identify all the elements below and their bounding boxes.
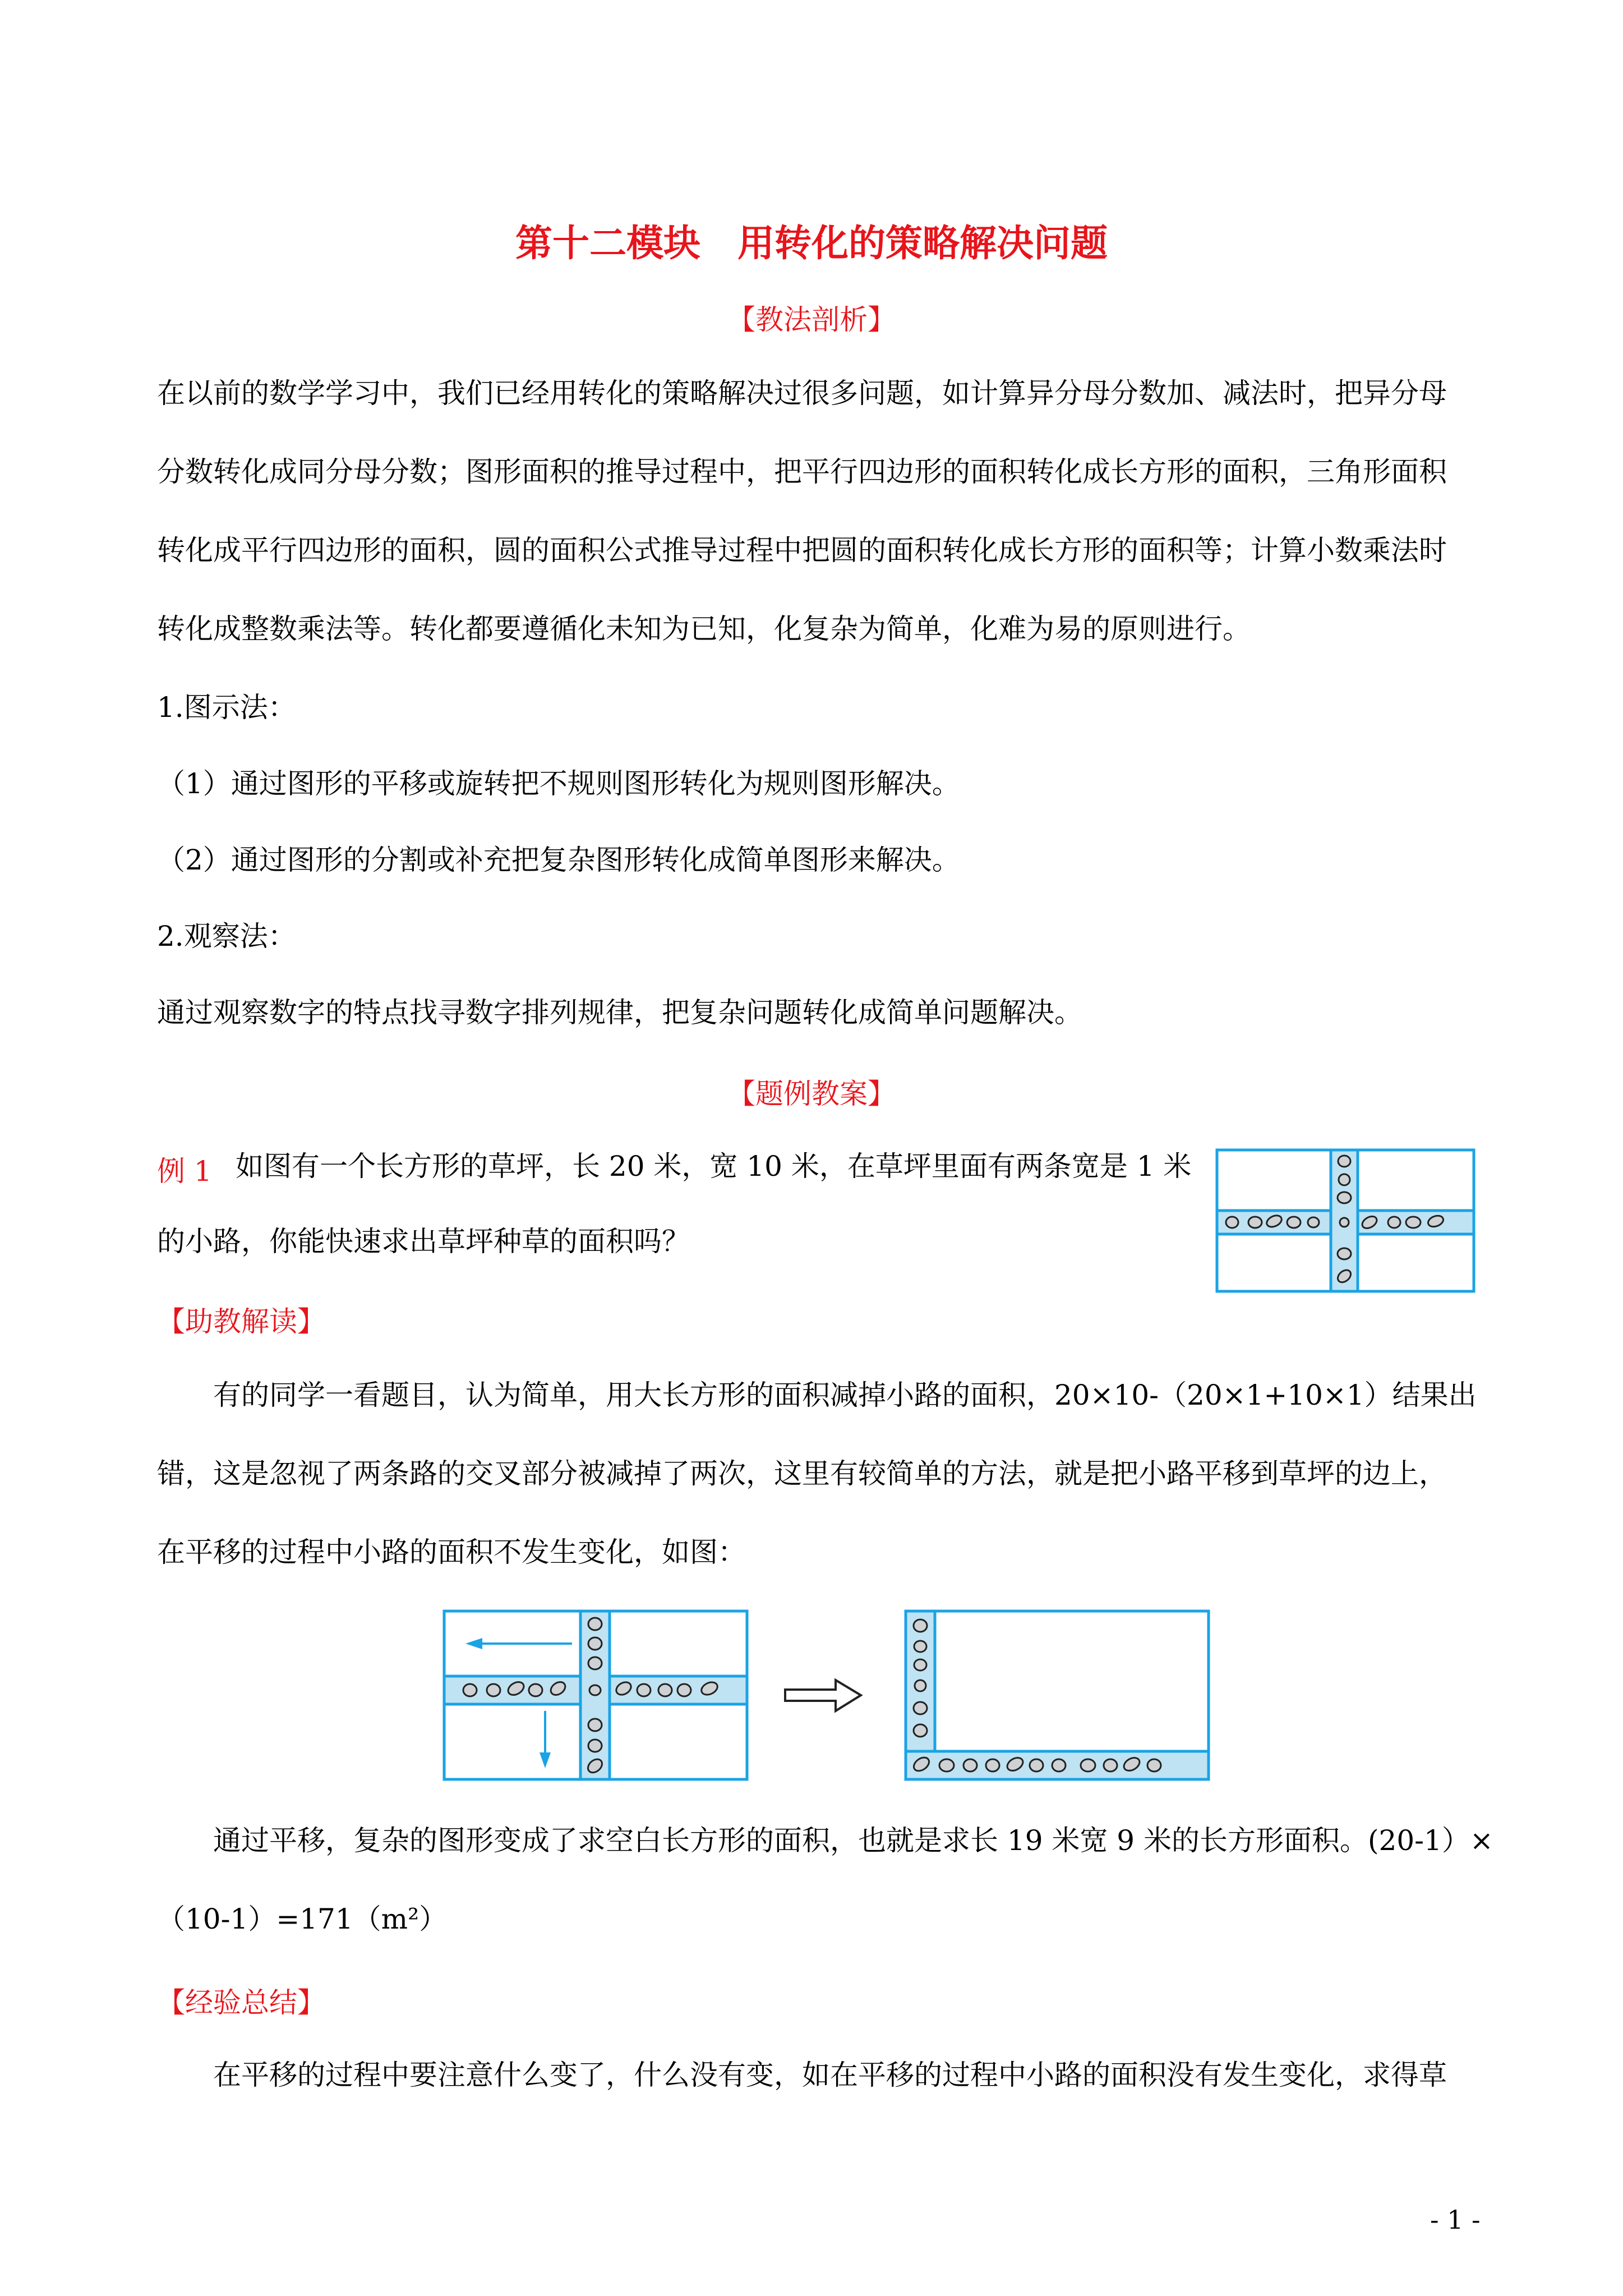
page-title: 第十二模块 用转化的策略解决问题 <box>515 222 1108 265</box>
intro-line-4: 转化成整数乘法等。转化都要遵循化未知为已知，化复杂为简单，化难为易的原则进行。 <box>157 613 1251 645</box>
translation-figure <box>437 1604 1234 1795</box>
method-2-item: 通过观察数字的特点找寻数字排列规律，把复杂问题转化成简单问题解决。 <box>157 996 1082 1029</box>
method-1-heading: 1.图示法： <box>157 691 296 724</box>
summary-line-1: 在平移的过程中要注意什么变了，什么没有变，如在平移的过程中小路的面积没有发生变化，求得草 <box>213 2059 1447 2091</box>
example-1-line-2: 的小路，你能快速求出草坪种草的面积吗？ <box>157 1225 690 1258</box>
page-number: - 1 - <box>1430 2205 1481 2235</box>
helper-p1-line-2: 错，这是忽视了两条路的交叉部分被减掉了两次，这里有较简单的方法，就是把小路平移到草坪的边上， <box>157 1457 1447 1490</box>
section-heading-example: 【题例教案】 <box>727 1078 896 1110</box>
helper-label: 【助教解读】 <box>157 1305 325 1338</box>
summary-label: 【经验总结】 <box>157 1986 325 2019</box>
method-2-heading: 2.观察法： <box>157 920 296 953</box>
helper-p1-line-3: 在平移的过程中小路的面积不发生变化，如图： <box>157 1536 746 1568</box>
intro-line-1: 在以前的数学学习中，我们已经用转化的策略解决过很多问题，如计算异分母分数加、减法时，把异分母 <box>157 377 1447 409</box>
lawn-figure <box>1206 1139 1486 1301</box>
helper-p2-line-1: 通过平移，复杂的图形变成了求空白长方形的面积，也就是求长 19 米宽 9 米的长方形面积。(20-1）× <box>213 1824 1493 1857</box>
section-heading-method: 【教法剖析】 <box>727 303 896 336</box>
example-1-line-1: 如图有一个长方形的草坪，长 20 米，宽 10 米，在草坪里面有两条宽是 1 米 <box>236 1150 1192 1182</box>
helper-p2-line-2: （10-1）=171（m²） <box>157 1903 448 1935</box>
helper-p1-line-1: 有的同学一看题目，认为简单，用大长方形的面积减掉小路的面积，20×10-（20×1+10×1）结果出 <box>213 1379 1477 1411</box>
example-1-label: 例 1 <box>157 1155 212 1188</box>
intro-line-3: 转化成平行四边形的面积，圆的面积公式推导过程中把圆的面积转化成长方形的面积等；计算小数乘法时 <box>157 534 1447 567</box>
intro-line-2: 分数转化成同分母分数；图形面积的推导过程中，把平行四边形的面积转化成长方形的面积，三角形面积 <box>157 455 1447 488</box>
method-1-item-2: （2）通过图形的分割或补充把复杂图形转化成简单图形来解决。 <box>157 844 960 876</box>
method-1-item-1: （1）通过图形的平移或旋转把不规则图形转化为规则图形解决。 <box>157 767 960 800</box>
